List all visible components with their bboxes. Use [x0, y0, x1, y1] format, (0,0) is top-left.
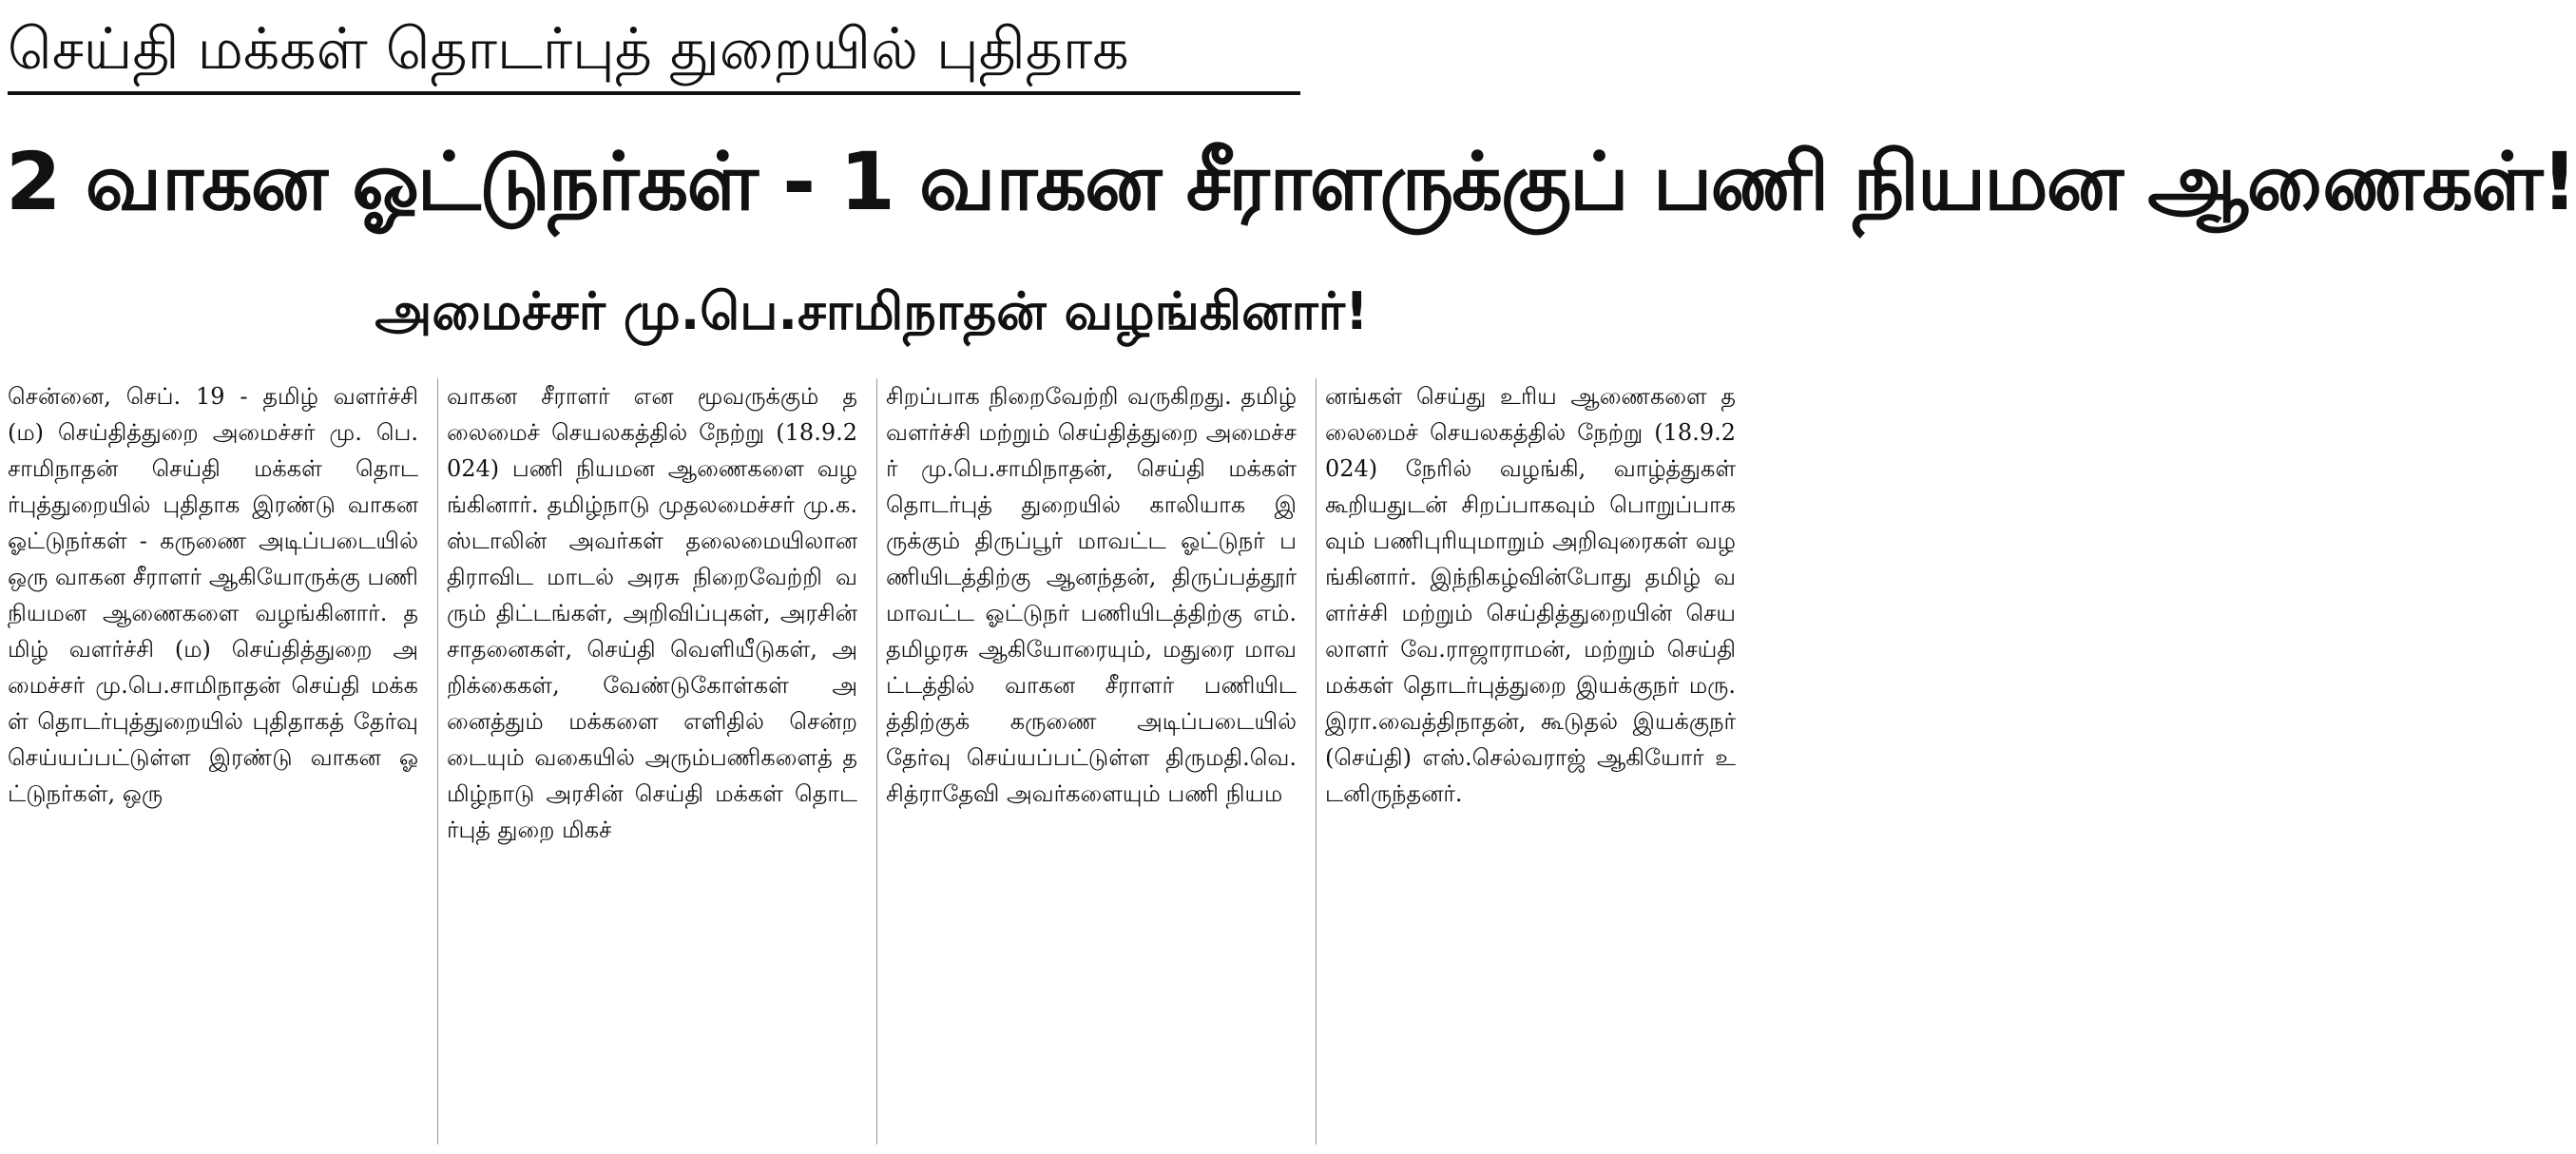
article-column-3 [886, 378, 1297, 1144]
column-text: சிறப்பாக நிறைவேற்றி வருகிறது. தமிழ் வளர்ச்சி மற்றும் செய்தித்துறை அமைச்சர் மு.பெ.சாமிநாதன், செய்தி மக்கள் தொடர்புத் துறையில் காலியாக இருக்கும் திருப்பூர் மாவட்ட ஓட்டுநர் பணியிடத்திற்கு ஆனந்தன், திருப்பத்தூர் மாவட்ட ஓட்டுநர் பணியிடத்திற்கு எம். தமிழரசு ஆகியோரையும், மதுரை மாவட்டத்தில் வாகன சீராளர் பணியிடத்திற்குக் கருணை அடிப்படையில் தேர்வு செய்யப்பட்டுள்ள திருமதி.வெ.சித்ராதேவி அவர்களையும் பணி நியம [886, 383, 1297, 807]
column-text: சென்னை, செப். 19 - தமிழ் வளர்ச்சி (ம) செய்தித்துறை அமைச்சர் மு. பெ.சாமிநாதன் செய்தி மக்கள் தொடர்புத்துறையில் புதிதாக இரண்டு வாகன ஓட்டுநர்கள் - கருணை அடிப்படையில் ஒரு வாகன சீராளர் ஆகியோருக்கு பணி நியமன ஆணைகளை வழங்கினார். தமிழ் வளர்ச்சி (ம) செய்தித்துறை அமைச்சர் மு.பெ.சாமிநாதன் செய்தி மக்கள் தொடர்புத்துறையில் புதிதாகத் தேர்வு செய்யப்பட்டுள்ள இரண்டு வாகன ஓட்டுநர்கள், ஒரு [8, 383, 418, 807]
article-body [8, 378, 1736, 1144]
sub-headline: அமைச்சர் மு.பெ.சாமிநாதன் வழங்கினார்! [375, 281, 1369, 341]
article-column-1 [8, 378, 418, 1144]
article-column-2 [447, 378, 857, 1144]
column-text: வாகன சீராளர் என மூவருக்கும் தலைமைச் செயலகத்தில் நேற்று (18.9.2024) பணி நியமன ஆணைகளை வழங்கினார். தமிழ்நாடு முதலமைச்சர் மு.க.ஸ்டாலின் அவர்கள் தலைமையிலான திராவிட மாடல் அரசு நிறைவேற்றி வரும் திட்டங்கள், அறிவிப்புகள், அரசின் சாதனைகள், செய்தி வெளியீடுகள், அறிக்கைகள், வேண்டுகோள்கள் அனைத்தும் மக்களை எளிதில் சென்றடையும் வகையில் அரும்பணிகளைத் தமிழ்நாடு அரசின் செய்தி மக்கள் தொடர்புத் துறை மிகச் [447, 383, 857, 843]
column-divider [876, 378, 877, 1144]
article-column-4 [1325, 378, 1736, 1144]
column-divider [1316, 378, 1317, 1144]
column-text: னங்கள் செய்து உரிய ஆணைகளை தலைமைச் செயலகத்தில் நேற்று (18.9.2024) நேரில் வழங்கி, வாழ்த்துகள் கூறியதுடன் சிறப்பாகவும் பொறுப்பாகவும் பணிபுரியுமாறும் அறிவுரைகள் வழங்கினார். இந்நிகழ்வின்போது தமிழ் வளர்ச்சி மற்றும் செய்தித்துறையின் செயலாளர் வே.ராஜாராமன், மற்றும் செய்தி மக்கள் தொடர்புத்துறை இயக்குநர் மரு. இரா.வைத்திநாதன், கூடுதல் இயக்குநர் (செய்தி) எஸ்.செல்வராஜ் ஆகியோர் உடனிருந்தனர். [1325, 383, 1736, 807]
column-divider [437, 378, 438, 1144]
kicker-headline: செய்தி மக்கள் தொடர்புத் துறையில் புதிதாக [8, 8, 1300, 95]
main-headline: 2 வாகன ஓட்டுநர்கள் - 1 வாகன சீராளருக்குப் பணி நியமன ஆணைகள்! [6, 135, 2576, 228]
